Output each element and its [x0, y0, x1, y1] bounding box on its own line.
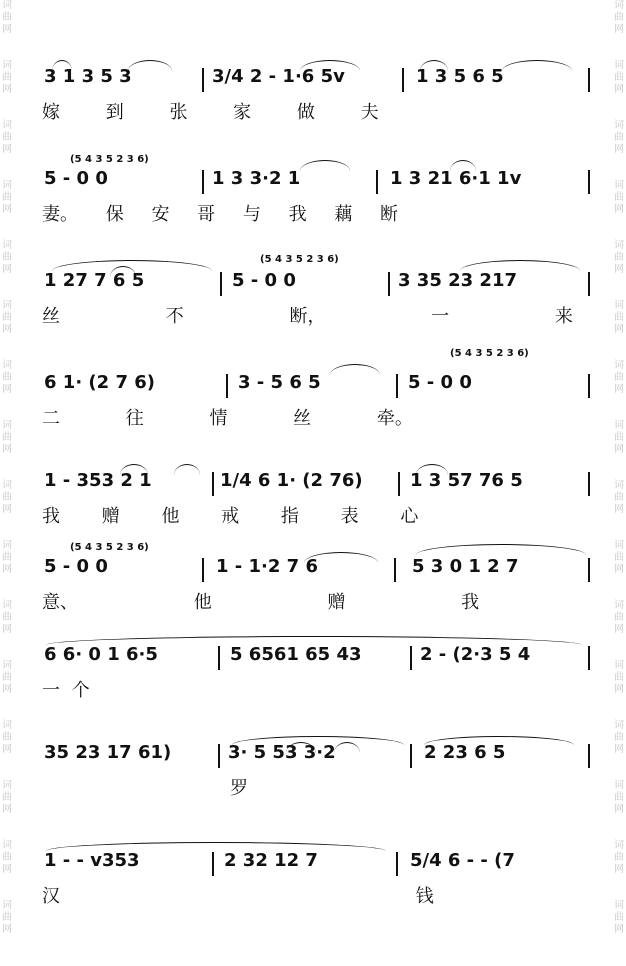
lyrics-line: 意、 他 赠 我	[42, 592, 480, 613]
barline	[212, 852, 214, 876]
watermark-char: 网	[2, 564, 12, 575]
watermark-char: 曲	[2, 432, 12, 443]
watermark-char: 曲	[614, 252, 624, 263]
watermark-char: 网	[614, 504, 624, 515]
watermark-char: 曲	[2, 72, 12, 83]
measure: 5 - 0 0	[408, 372, 472, 393]
watermark-char: 词	[614, 120, 624, 131]
watermark-char: 网	[614, 84, 624, 95]
score-system-9	[40, 824, 596, 907]
lyrics-line: 二 往 情 丝 牵。	[42, 408, 413, 429]
watermark-char: 网	[2, 804, 12, 815]
watermark-char: 词	[614, 420, 624, 431]
watermark-char: 网	[2, 84, 12, 95]
watermark-char: 曲	[2, 312, 12, 323]
barline	[588, 374, 590, 398]
lyrics-line: 一 个	[42, 680, 90, 701]
watermark-char: 网	[614, 564, 624, 575]
watermark-char: 词	[614, 660, 624, 671]
lyrics-line: 妻。 保 安 哥 与 我 藕 断	[42, 204, 399, 225]
lyrics-line: 汉 钱	[42, 886, 434, 907]
watermark-char: 网	[2, 24, 12, 35]
lyrics-line: 丝 不 断， 一 来	[42, 306, 573, 327]
watermark-char: 词	[2, 600, 12, 611]
watermark-char: 词	[2, 360, 12, 371]
watermark-char: 曲	[2, 852, 12, 863]
watermark-char: 词	[614, 900, 624, 911]
watermark-char: 曲	[614, 432, 624, 443]
barline	[218, 744, 220, 768]
watermark-char: 网	[614, 804, 624, 815]
watermark-char: 曲	[614, 612, 624, 623]
watermark-char: 曲	[2, 672, 12, 683]
watermark-char: 词	[614, 0, 624, 11]
measure: 1 - - v353	[44, 850, 140, 871]
measure: 5 6561 65 43	[230, 644, 362, 665]
watermark-char: 词	[2, 120, 12, 131]
watermark-char: 网	[614, 384, 624, 395]
barline	[226, 374, 228, 398]
watermark-char: 曲	[614, 552, 624, 563]
measure: 1 3 3·2 1	[212, 168, 301, 189]
grace-notes: (5 4 3 5 2 3 6)	[260, 254, 339, 265]
score-system-4	[40, 346, 596, 429]
watermark-char: 词	[2, 900, 12, 911]
barline	[202, 558, 204, 582]
measure: 3/4 2 - 1·6 5v	[212, 66, 345, 87]
barline	[212, 472, 214, 496]
measure: 1 - 353 2 1	[44, 470, 152, 491]
watermark-char: 曲	[614, 492, 624, 503]
watermark-char: 曲	[614, 372, 624, 383]
watermark-char: 曲	[2, 132, 12, 143]
watermark-char: 网	[2, 624, 12, 635]
watermark-char: 曲	[614, 912, 624, 923]
watermark-char: 曲	[614, 792, 624, 803]
watermark-char: 曲	[2, 792, 12, 803]
score-system-2	[40, 142, 596, 225]
watermark-char: 网	[2, 144, 12, 155]
watermark-char: 网	[2, 864, 12, 875]
barline	[410, 646, 412, 670]
watermark-char: 曲	[2, 612, 12, 623]
watermark-char: 网	[614, 24, 624, 35]
watermark-char: 词	[614, 780, 624, 791]
watermark-char: 网	[614, 744, 624, 755]
measure: 5 - 0 0	[44, 556, 108, 577]
watermark-char: 词	[614, 540, 624, 551]
watermark-char: 曲	[614, 12, 624, 23]
measure: 6 6· 0 1 6·5	[44, 644, 158, 665]
barline	[202, 170, 204, 194]
watermark-char: 词	[614, 60, 624, 71]
watermark-char: 网	[614, 324, 624, 335]
grace-notes: (5 4 3 5 2 3 6)	[450, 348, 529, 359]
watermark-char: 网	[2, 384, 12, 395]
watermark-char: 词	[614, 480, 624, 491]
watermark-char: 词	[614, 600, 624, 611]
barline	[588, 170, 590, 194]
measure: 35 23 17 61)	[44, 742, 172, 763]
watermark-char: 曲	[614, 312, 624, 323]
watermark-char: 词	[614, 360, 624, 371]
watermark-char: 网	[2, 444, 12, 455]
watermark-char: 词	[614, 840, 624, 851]
measure: 2 - (2·3 5 4	[420, 644, 531, 665]
watermark-char: 曲	[614, 672, 624, 683]
watermark-char: 词	[614, 720, 624, 731]
measure: 2 23 6 5	[424, 742, 506, 763]
watermark-char: 网	[2, 744, 12, 755]
measure: 1 - 1·2 7 6	[216, 556, 318, 577]
watermark-char: 词	[614, 240, 624, 251]
measure: 3 1 3 5 3	[44, 66, 132, 87]
measure: 5 3 0 1 2 7	[412, 556, 519, 577]
barline	[220, 272, 222, 296]
watermark-char: 网	[614, 204, 624, 215]
measure: 3 - 5 6 5	[238, 372, 321, 393]
measure: 3· 5 53 3·2	[228, 742, 336, 763]
watermark-char: 词	[2, 780, 12, 791]
barline	[202, 68, 204, 92]
measure: 6 1· (2 7 6)	[44, 372, 155, 393]
barline	[388, 272, 390, 296]
watermark-char: 网	[614, 924, 624, 935]
lyrics-line: 我 赠 他 戒 指 表 心	[42, 506, 419, 527]
watermark-char: 词	[2, 540, 12, 551]
measure: 1 3 5 6 5	[416, 66, 504, 87]
watermark-right	[612, 0, 626, 966]
barline	[588, 744, 590, 768]
watermark-char: 词	[2, 660, 12, 671]
watermark-char: 曲	[614, 192, 624, 203]
barline	[396, 374, 398, 398]
watermark-char: 词	[614, 300, 624, 311]
music-score	[40, 0, 596, 966]
watermark-char: 曲	[2, 492, 12, 503]
watermark-char: 词	[2, 60, 12, 71]
watermark-char: 曲	[2, 192, 12, 203]
barline	[394, 558, 396, 582]
barline	[588, 272, 590, 296]
watermark-char: 网	[614, 684, 624, 695]
watermark-char: 网	[2, 204, 12, 215]
watermark-char: 网	[614, 264, 624, 275]
score-system-3	[40, 244, 596, 327]
score-system-6	[40, 530, 596, 613]
measure: 1 3 57 76 5	[410, 470, 523, 491]
measure: 3 35 23 217	[398, 270, 517, 291]
barline	[410, 744, 412, 768]
watermark-char: 曲	[2, 252, 12, 263]
measure: 1/4 6 1· (2 76)	[220, 470, 363, 491]
watermark-char: 词	[2, 300, 12, 311]
watermark-char: 词	[2, 420, 12, 431]
watermark-char: 曲	[2, 732, 12, 743]
measure: 1 27 7 6 5	[44, 270, 145, 291]
watermark-char: 曲	[614, 732, 624, 743]
watermark-char: 网	[614, 864, 624, 875]
watermark-char: 网	[2, 684, 12, 695]
grace-notes: (5 4 3 5 2 3 6)	[70, 154, 149, 165]
barline	[396, 852, 398, 876]
watermark-char: 曲	[2, 372, 12, 383]
watermark-char: 曲	[2, 552, 12, 563]
barline	[588, 646, 590, 670]
score-system-8	[40, 716, 596, 799]
watermark-char: 网	[614, 444, 624, 455]
measure: 5/4 6 - - (7	[410, 850, 515, 871]
watermark-char: 网	[2, 324, 12, 335]
barline	[376, 170, 378, 194]
watermark-char: 网	[2, 504, 12, 515]
watermark-char: 网	[2, 264, 12, 275]
watermark-char: 词	[2, 480, 12, 491]
barline	[588, 558, 590, 582]
barline	[588, 472, 590, 496]
score-system-1	[40, 40, 596, 123]
watermark-char: 曲	[614, 852, 624, 863]
watermark-char: 词	[614, 180, 624, 191]
watermark-char: 网	[614, 624, 624, 635]
watermark-char: 曲	[2, 912, 12, 923]
score-system-5	[40, 444, 596, 527]
lyrics-line: 嫁 到 张 家 做 夫	[42, 102, 379, 123]
barline	[588, 68, 590, 92]
watermark-char: 词	[2, 240, 12, 251]
watermark-char: 词	[2, 840, 12, 851]
watermark-char: 网	[2, 924, 12, 935]
measure: 5 - 0 0	[44, 168, 108, 189]
watermark-char: 曲	[614, 132, 624, 143]
measure: 5 - 0 0	[232, 270, 296, 291]
watermark-left	[0, 0, 14, 966]
lyrics-line: 罗	[230, 778, 248, 799]
measure: 2 32 12 7	[224, 850, 318, 871]
score-system-7	[40, 618, 596, 701]
grace-notes: (5 4 3 5 2 3 6)	[70, 542, 149, 553]
watermark-char: 词	[2, 180, 12, 191]
watermark-char: 网	[614, 144, 624, 155]
watermark-char: 词	[2, 0, 12, 11]
watermark-char: 曲	[614, 72, 624, 83]
barline	[402, 68, 404, 92]
watermark-char: 词	[2, 720, 12, 731]
measure: 1 3 21 6·1 1v	[390, 168, 522, 189]
barline	[218, 646, 220, 670]
barline	[398, 472, 400, 496]
watermark-char: 曲	[2, 12, 12, 23]
